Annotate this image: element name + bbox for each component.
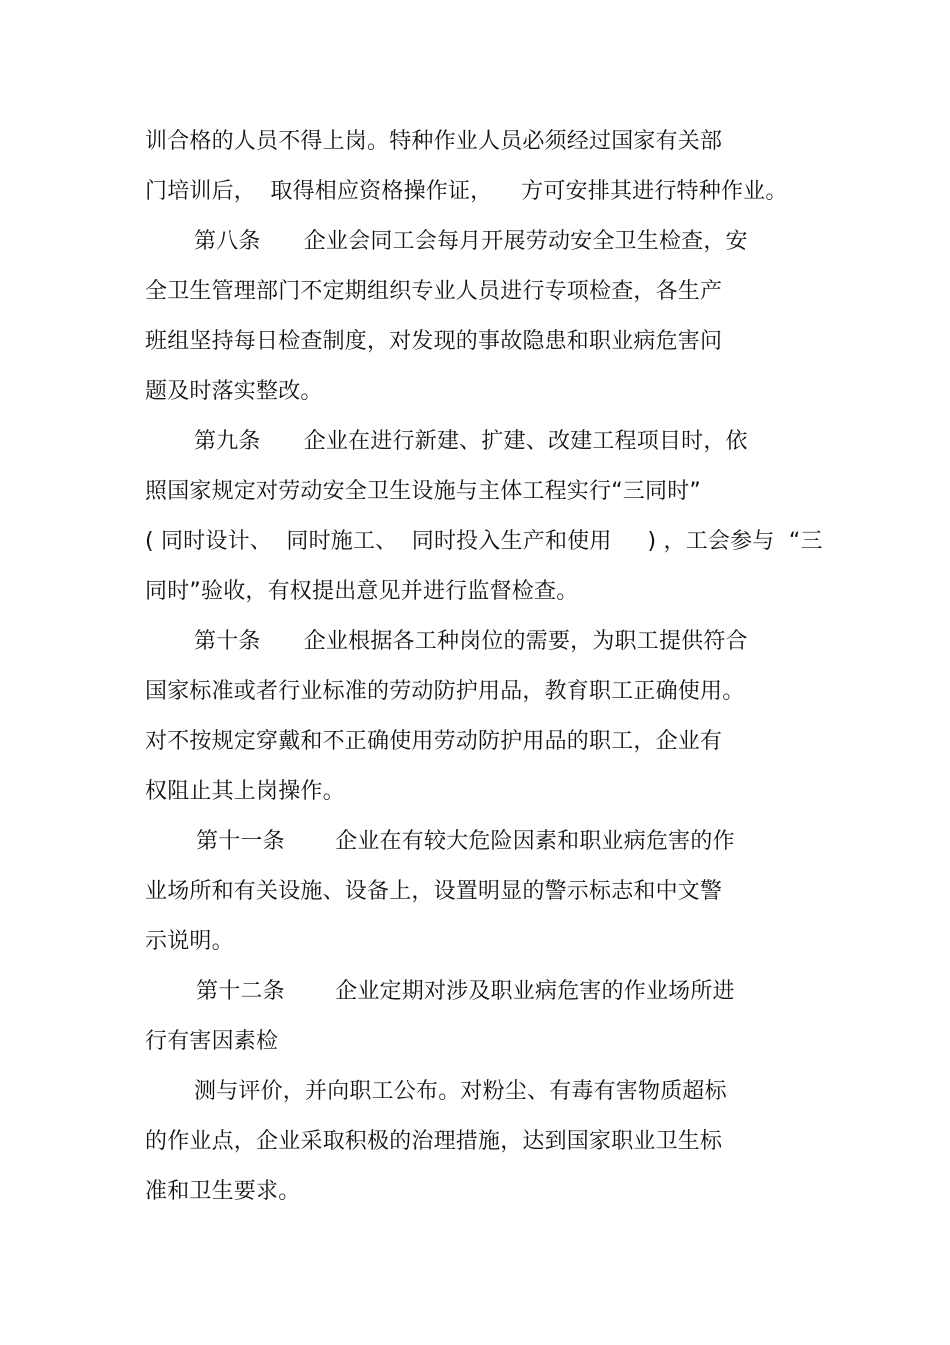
text-line-13: 对不按规定穿戴和不正确使用劳动防护用品的职工，企业有 (145, 729, 723, 754)
text-line-1: 训合格的人员不得上岗。特种作业人员必须经过国家有关部 (145, 129, 723, 154)
text-line-21: 的作业点，企业采取积极的治理措施，达到国家职业卫生标 (145, 1129, 723, 1154)
text-line-22: 准和卫生要求。 (145, 1179, 301, 1204)
text-line-10: 同时”验收，有权提出意见并进行监督检查。 (145, 579, 579, 604)
text-line-6: 题及时落实整改。 (145, 379, 323, 404)
text-line-5: 班组坚持每日检查制度，对发现的事故隐患和职业病危害问 (145, 329, 723, 354)
text-line-14: 权阻止其上岗操作。 (145, 779, 345, 804)
text-line-9: ( 同时设计、 同时施工、 同时投入生产和使用 ) ，工会参与 “三 (145, 529, 823, 554)
article-8-heading-line: 第八条 企业会同工会每月开展劳动安全卫生检查，安 (194, 229, 748, 254)
article-9-heading-line: 第九条 企业在进行新建、扩建、改建工程项目时，依 (194, 429, 748, 454)
text-line-8: 照国家规定对劳动安全卫生设施与主体工程实行“三同时” (145, 479, 701, 504)
article-11-heading-line: 第十一条 企业在有较大危险因素和职业病危害的作 (196, 829, 735, 854)
text-line-12: 国家标准或者行业标准的劳动防护用品，教育职工正确使用。 (145, 679, 745, 704)
article-10-heading-line: 第十条 企业根据各工种岗位的需要，为职工提供符合 (194, 629, 748, 654)
text-line-2: 门培训后， 取得相应资格操作证， 方可安排其进行特种作业。 (145, 179, 788, 204)
text-line-4: 全卫生管理部门不定期组织专业人员进行专项检查，各生产 (145, 279, 723, 304)
text-line-17: 示说明。 (145, 929, 234, 954)
text-line-16: 业场所和有关设施、设备上，设置明显的警示标志和中文警 (145, 879, 723, 904)
text-line-20: 测与评价，并向职工公布。对粉尘、有毒有害物质超标 (194, 1079, 727, 1104)
text-line-19: 行有害因素检 (145, 1029, 279, 1054)
article-12-heading-line: 第十二条 企业定期对涉及职业病危害的作业场所进 (196, 979, 735, 1004)
